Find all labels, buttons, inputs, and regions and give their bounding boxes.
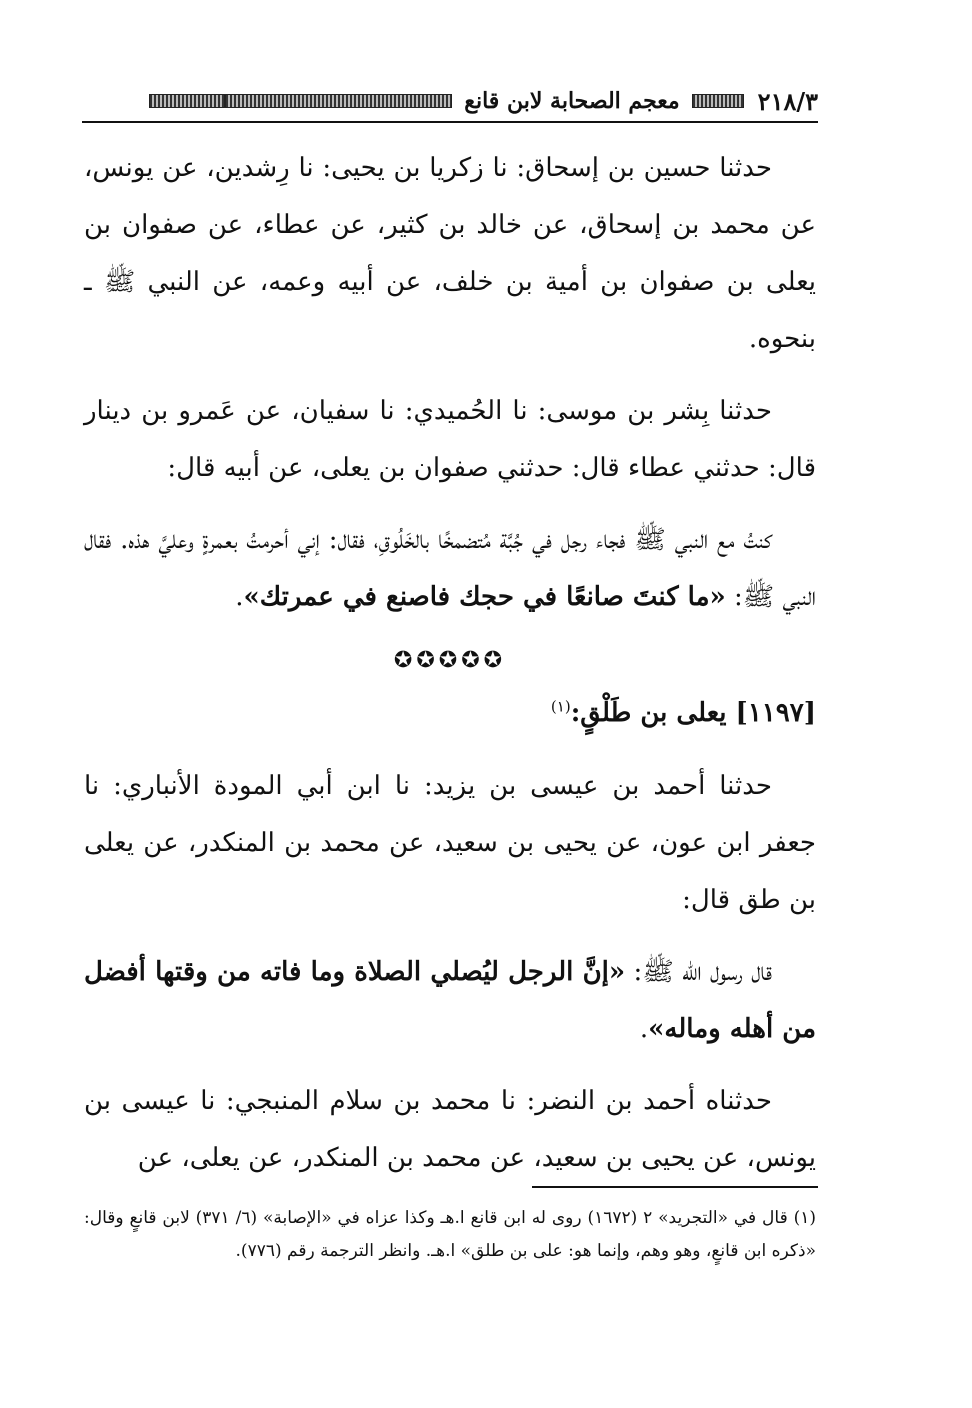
entry-heading: [84, 685, 816, 742]
hadith-2-quote: «إنَّ الرجل ليُصلي الصلاة وما فاته من وقتها أفضل من أهله وماله»: [84, 957, 816, 1044]
paragraph-isnad-2: حدثنا بِشر بن موسى: نا الحُميدي: نا سفيان، عن عَمرو بن دينار قال: حدثني عطاء قال: حدثني صفوان بن يعلى، عن أبيه قال:: [84, 396, 816, 483]
paragraph-hadith-2: [84, 944, 816, 1058]
hadith-2-end: .: [639, 1014, 649, 1044]
paragraph-isnad-1: حدثنا حسين بن إسحاق: نا زكريا بن يحيى: نا رِشدين، عن يونس، عن محمد بن إسحاق، عن خالد بن كثير، عن عطاء، عن صفوان بن يعلى بن صفوان بن أمية بن خلف، عن أبيه وعمه، عن النبي ﷺ ـ بنحوه.: [84, 153, 816, 354]
paragraph-isnad-4: حدثناه أحمد بن النضر: نا محمد بن سلام المنبجي: نا عيسى بن يونس، عن يحيى بن سعيد، عن محمد بن المنكدر، عن يعلى، عن: [84, 1086, 816, 1173]
header-ornament-right: [692, 94, 744, 108]
hadith-2-text: قال رسول الله ﷺ:: [625, 957, 772, 987]
paragraph-hadith-1: [84, 512, 816, 626]
header-rule: [82, 121, 818, 123]
main-text: [84, 140, 816, 1202]
header-ornament-middle: [225, 94, 452, 108]
page-number: ٢١٨/٣: [757, 86, 818, 116]
footnote-rule: [532, 1186, 818, 1188]
hadith-1-quote: «ما كنتَ صانعًا في حجك فاصنع في عمرتك»: [243, 582, 726, 612]
paragraph-isnad-3: حدثنا أحمد بن عيسى بن يزيد: نا ابن أبي المودة الأنباري: نا جعفر ابن عون، عن يحيى بن سعيد، عن محمد بن المنكدر، عن يعلى بن طق قال:: [84, 771, 816, 915]
footnote-1: (١) قال في «التجريد» ٢ (١٦٧٢) روى له ابن قانع ا.هـ وكذا عزاه في «الإصابة» (٦/ ٣٧١) لابن قانعٍ وقال: «ذكره ابن قانعٍ، وهو وهم، وإنما هو: على بن طلق» ا.هـ. وانظر الترجمة رقم (٧٧٦).: [84, 1208, 816, 1261]
book-title: معجم الصحابة لابن قانع: [464, 88, 680, 114]
entry-title: [١١٩٧] يعلى بن طَلْقٍ:: [570, 698, 816, 728]
hadith-1-end: .: [235, 582, 244, 612]
footnote-ref: (١): [550, 697, 571, 716]
footnotes: [84, 1202, 816, 1268]
section-separator: ✪✪✪✪✪: [393, 648, 507, 673]
header-ornament-left: [149, 94, 225, 108]
running-header: [82, 84, 818, 118]
hadith-1-text: كنتُ مع النبي ﷺ فجاء رجل في جُبَّة مُتضمخًا بالخَلُوقِ، فقال: إني أحرمتُ بعمرةٍ وعليَّ هذه. فقال النبي ﷺ:: [84, 525, 816, 612]
